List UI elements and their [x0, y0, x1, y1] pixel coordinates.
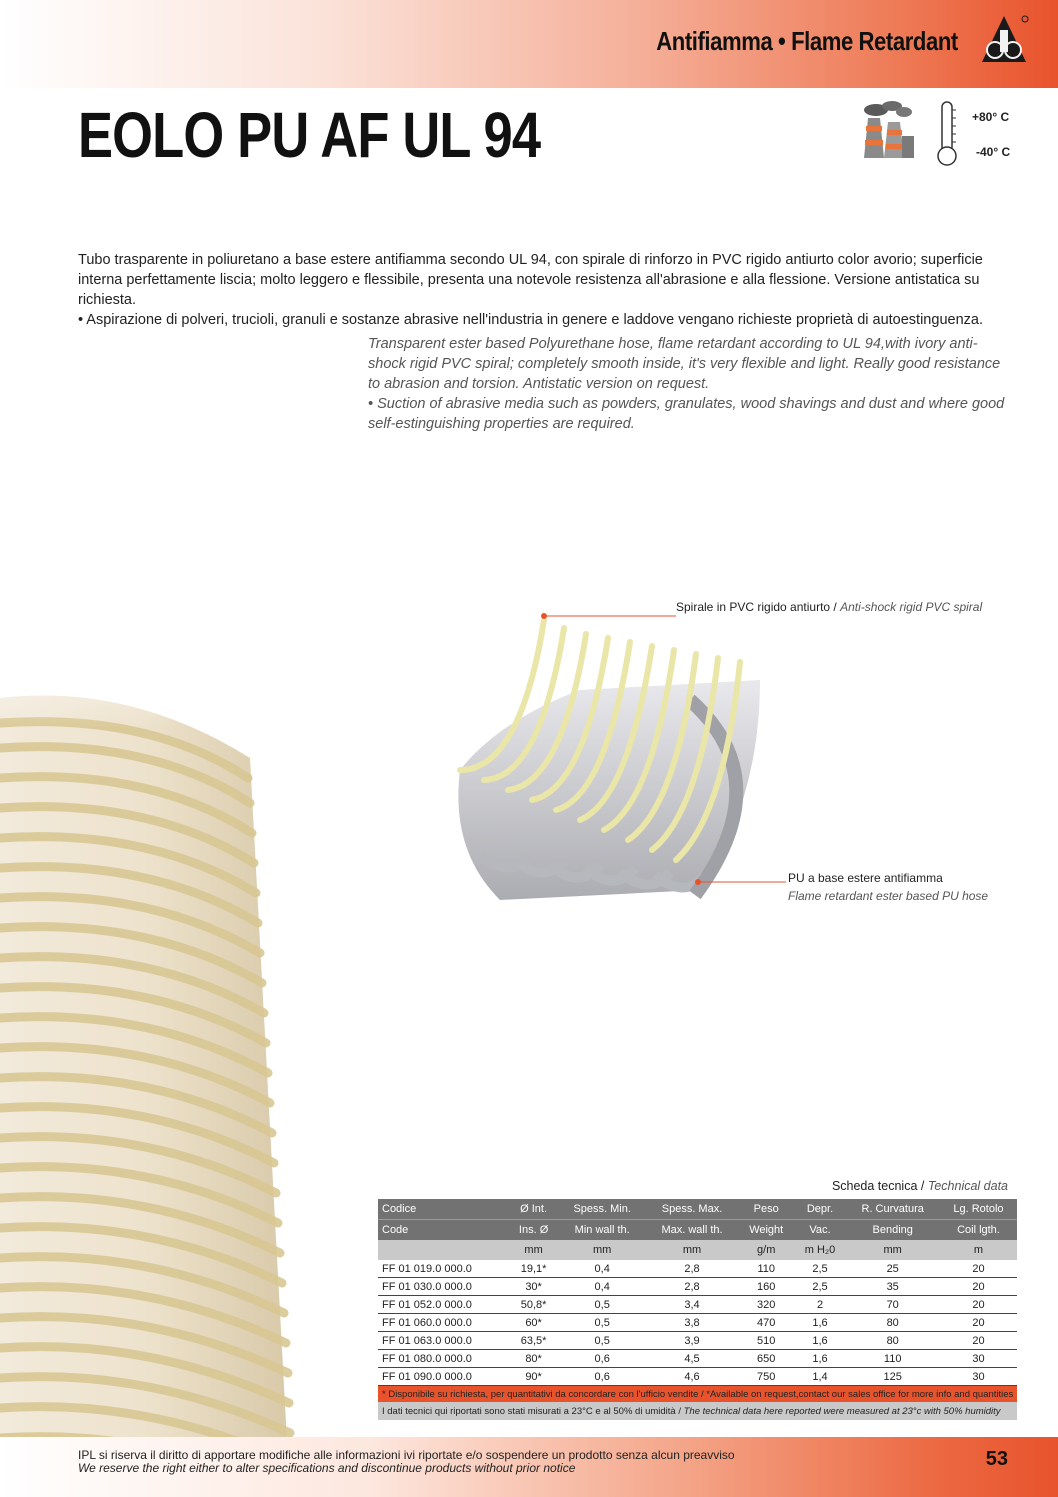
hose-callout	[788, 869, 988, 905]
table-cell: 650	[738, 1350, 794, 1368]
table-cell: 19,1*	[509, 1260, 559, 1278]
table-cell: Max. wall th.	[646, 1220, 738, 1241]
table-cell: 0,5	[559, 1296, 646, 1314]
table-cell: 1,4	[794, 1368, 845, 1386]
spiral-label-it: Spirale in PVC rigido antiurto /	[676, 600, 837, 614]
hose-label-it: PU a base estere antifiamma	[788, 871, 943, 885]
table-cell: FF 01 063.0 000.0	[378, 1332, 509, 1350]
table-cell: 1,6	[794, 1314, 845, 1332]
table-cell: 2,5	[794, 1278, 845, 1296]
ipl-logo	[978, 12, 1030, 70]
table-cell: Lg. Rotolo	[940, 1199, 1018, 1220]
table-cell	[378, 1240, 509, 1260]
table-row	[378, 1350, 1017, 1368]
availability-note-row	[378, 1386, 1017, 1403]
description-en-application: • Suction of abrasive media such as powders, granulates, wood shavings and dust and where good self-estinguishing properties are required.	[368, 396, 1005, 432]
table-cell: 4,6	[646, 1368, 738, 1386]
table-cell: 25	[846, 1260, 940, 1278]
table-cell: 63,5*	[509, 1332, 559, 1350]
table-row	[378, 1296, 1017, 1314]
table-cell: Weight	[738, 1220, 794, 1241]
table-cell: Spess. Min.	[559, 1199, 646, 1220]
table-cell: mm	[646, 1240, 738, 1260]
table-cell: Code	[378, 1220, 509, 1241]
table-row	[378, 1332, 1017, 1350]
table-cell: Peso	[738, 1199, 794, 1220]
table-cell: 470	[738, 1314, 794, 1332]
table-cell: 510	[738, 1332, 794, 1350]
table-cell: 110	[846, 1350, 940, 1368]
table-header-it	[378, 1199, 1017, 1220]
table-row	[378, 1278, 1017, 1296]
technical-caption-it: Scheda tecnica /	[831, 1179, 925, 1193]
table-cell: 20	[940, 1296, 1018, 1314]
table-cell: mm	[559, 1240, 646, 1260]
temp-low: -40° C	[976, 145, 1011, 159]
table-cell: 125	[846, 1368, 940, 1386]
table-cell: mm	[509, 1240, 559, 1260]
table-cell: mm	[846, 1240, 940, 1260]
conditions-note	[378, 1402, 1017, 1420]
availability-note: * Disponibile su richiesta, per quantitativi da concordare con l'ufficio vendite / *Available on request,contact our sales office for more info and quantities	[378, 1386, 1017, 1403]
table-cell: 30	[940, 1368, 1018, 1386]
table-cell: 80	[846, 1314, 940, 1332]
hose-photo	[0, 588, 300, 1497]
hose-label-en: Flame retardant ester based PU hose	[788, 889, 989, 903]
table-cell: 35	[846, 1278, 940, 1296]
table-row	[378, 1314, 1017, 1332]
table-cell: 3,8	[646, 1314, 738, 1332]
table-cell: 0,6	[559, 1368, 646, 1386]
description-it-paragraph: Tubo trasparente in poliuretano a base estere antifiamma secondo UL 94, con spirale di rinforzo in PVC rigido antiurto color avorio; superficie interna perfettamente liscia; molto leggero e flessibile, presenta una notevole resistenza all'abrasione e alla flessione. Versione antistatica su richiesta.	[78, 252, 983, 308]
page-title: EOLO PU AF UL 94	[78, 99, 541, 171]
table-cell: Coil lgth.	[940, 1220, 1018, 1241]
table-cell: g/m	[738, 1240, 794, 1260]
page-number: 53	[985, 1448, 1008, 1470]
table-cell: R. Curvatura	[846, 1199, 940, 1220]
table-cell: FF 01 019.0 000.0	[378, 1260, 509, 1278]
table-cell: 60*	[509, 1314, 559, 1332]
technical-data-table	[378, 1199, 1017, 1420]
table-cell: 3,4	[646, 1296, 738, 1314]
table-cell: 110	[738, 1260, 794, 1278]
spiral-label-en: Anti-shock rigid PVC spiral	[840, 600, 983, 614]
description-en-paragraph: Transparent ester based Polyurethane hose, flame retardant according to UL 94,with ivory anti-shock rigid PVC spiral; completely smooth inside, it's very flexible and light. Really good resistance to abrasion and torsion. Antistatic version on request.	[368, 336, 1001, 392]
table-cell: 80*	[509, 1350, 559, 1368]
table-cell: Codice	[378, 1199, 509, 1220]
technical-data-body	[378, 1199, 1017, 1420]
footer-disclaimer-it: IPL si riserva il diritto di apportare modifiche alle informazioni ivi riportate e/o sospendere un prodotto senza alcun preavviso	[78, 1448, 735, 1462]
table-cell: 20	[940, 1260, 1018, 1278]
table-row	[378, 1260, 1017, 1278]
table-cell: 20	[940, 1278, 1018, 1296]
table-cell: 50,8*	[509, 1296, 559, 1314]
category-label: Antifiamma • Flame Retardant	[656, 26, 958, 56]
table-cell: 320	[738, 1296, 794, 1314]
table-cell: 80	[846, 1332, 940, 1350]
table-cell: FF 01 090.0 000.0	[378, 1368, 509, 1386]
table-cell: 2,5	[794, 1260, 845, 1278]
thermometer-icon	[938, 102, 956, 165]
table-cell: 70	[846, 1296, 940, 1314]
table-cell: 2,8	[646, 1278, 738, 1296]
table-units-row	[378, 1240, 1017, 1260]
description-italian	[78, 250, 1008, 330]
table-cell: 90*	[509, 1368, 559, 1386]
spiral-callout	[676, 600, 982, 614]
table-cell: 2	[794, 1296, 845, 1314]
hose-structure-diagram	[440, 600, 1000, 910]
table-cell: m H₂0	[794, 1240, 845, 1260]
table-cell: Depr.	[794, 1199, 845, 1220]
conditions-note-row	[378, 1402, 1017, 1420]
table-cell: Ins. Ø	[509, 1220, 559, 1241]
table-cell: 0,4	[559, 1260, 646, 1278]
description-english	[368, 334, 1008, 434]
industry-icon	[864, 101, 914, 158]
temp-high: +80° C	[972, 110, 1010, 124]
table-cell: Bending	[846, 1220, 940, 1241]
table-cell: FF 01 060.0 000.0	[378, 1314, 509, 1332]
table-cell: 750	[738, 1368, 794, 1386]
table-cell: 4,5	[646, 1350, 738, 1368]
footer-disclaimer-en: We reserve the right either to alter specifications and discontinue products without prior notice	[78, 1461, 576, 1475]
table-cell: FF 01 030.0 000.0	[378, 1278, 509, 1296]
table-cell: 3,9	[646, 1332, 738, 1350]
description-it-application: • Aspirazione di polveri, trucioli, granuli e sostanze abrasive nell'industria in genere e laddove vengano richieste proprietà di autoestinguenza.	[78, 312, 983, 328]
table-cell: 0,5	[559, 1332, 646, 1350]
table-row	[378, 1368, 1017, 1386]
table-cell: Vac.	[794, 1220, 845, 1241]
table-cell: 1,6	[794, 1350, 845, 1368]
table-cell: 20	[940, 1332, 1018, 1350]
table-cell: 0,4	[559, 1278, 646, 1296]
table-cell: Spess. Max.	[646, 1199, 738, 1220]
table-cell: Min wall th.	[559, 1220, 646, 1241]
table-cell: 0,6	[559, 1350, 646, 1368]
table-cell: 30	[940, 1350, 1018, 1368]
table-cell: 20	[940, 1314, 1018, 1332]
table-cell: 2,8	[646, 1260, 738, 1278]
technical-caption-en: Technical data	[927, 1179, 1008, 1193]
table-cell: FF 01 080.0 000.0	[378, 1350, 509, 1368]
table-cell: m	[940, 1240, 1018, 1260]
table-cell: 160	[738, 1278, 794, 1296]
table-header-en	[378, 1220, 1017, 1241]
table-cell: Ø Int.	[509, 1199, 559, 1220]
table-cell: 1,6	[794, 1332, 845, 1350]
table-cell: FF 01 052.0 000.0	[378, 1296, 509, 1314]
conditions-note-en: The technical data here reported were measured at 23°c with 50% humidity	[683, 1405, 1001, 1417]
technical-data-caption	[832, 1179, 1008, 1193]
table-cell: 0,5	[559, 1314, 646, 1332]
conditions-note-it: I dati tecnici qui riportati sono stati misurati a 23°C e al 50% di umidità /	[382, 1405, 681, 1417]
table-cell: 30*	[509, 1278, 559, 1296]
